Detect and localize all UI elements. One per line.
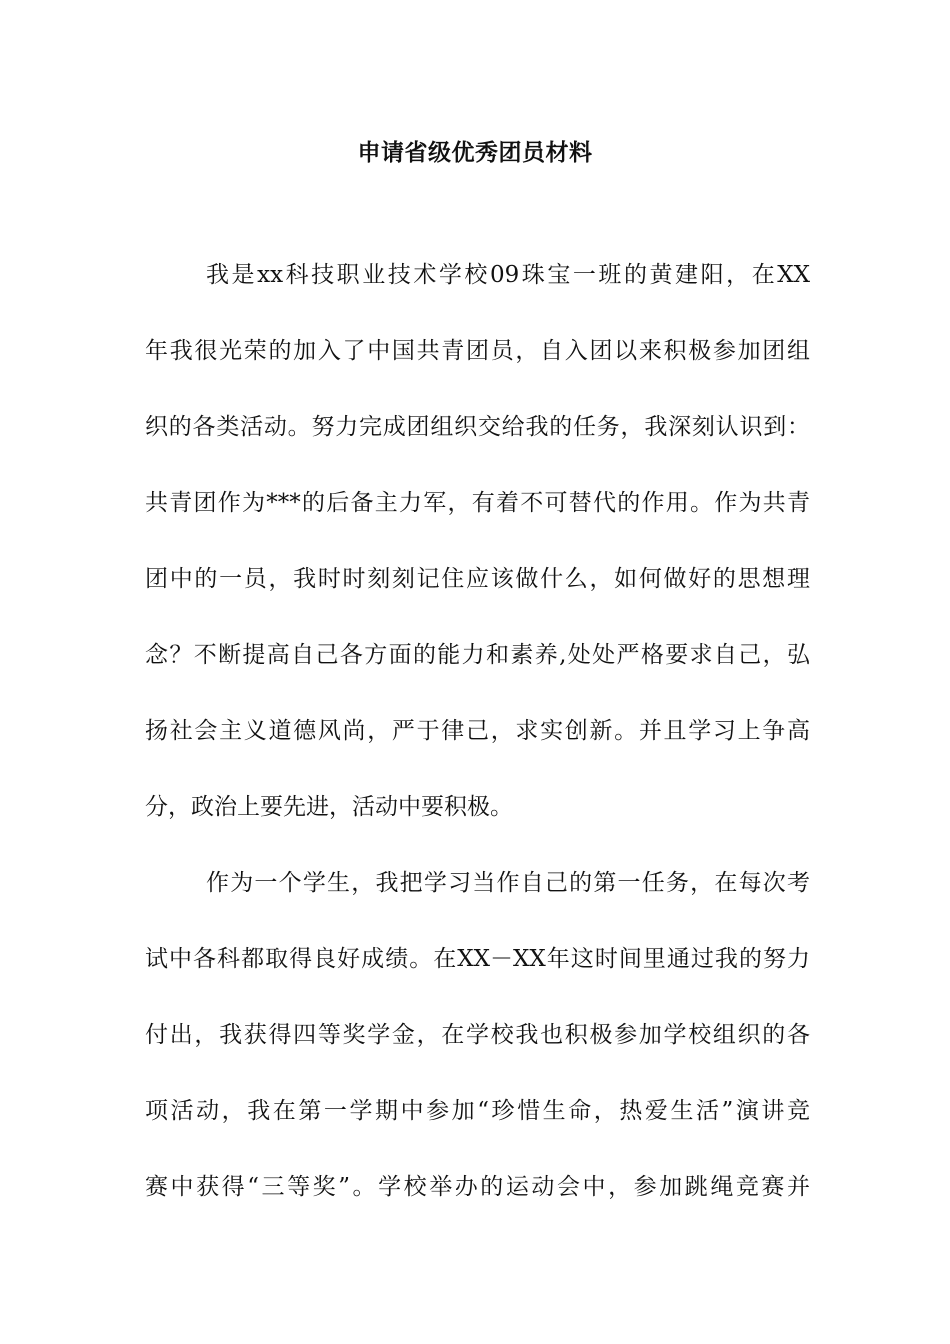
paragraph-1-line: 团中的一员，我时时刻刻记住应该做什么，如何做好的思想理 bbox=[145, 566, 810, 592]
paragraph-2-line: 项活动，我在第一学期中参加“珍惜生命，热爱生活”演讲竞 bbox=[145, 1098, 810, 1124]
paragraph-1-line: 我是xx科技职业技术学校09珠宝一班的黄建阳，在XX bbox=[206, 262, 810, 288]
paragraph-1-line: 扬社会主义道德风尚，严于律己，求实创新。并且学习上争高 bbox=[145, 718, 810, 744]
paragraph-2-line: 试中各科都取得良好成绩。在XX－XX年这时间里通过我的努力 bbox=[145, 946, 810, 972]
paragraph-1-line: 分，政治上要先进，活动中要积极。 bbox=[145, 794, 513, 820]
paragraph-1-line: 念？不断提高自己各方面的能力和素养,处处严格要求自己，弘 bbox=[145, 642, 810, 668]
paragraph-2-line: 付出，我获得四等奖学金，在学校我也积极参加学校组织的各 bbox=[145, 1022, 810, 1048]
paragraph-1-line: 织的各类活动。努力完成团组织交给我的任务，我深刻认识到： bbox=[145, 414, 810, 440]
document-title: 申请省级优秀团员材料 bbox=[357, 140, 593, 166]
paragraph-2-line: 赛中获得“三等奖”。学校举办的运动会中，参加跳绳竞赛并 bbox=[145, 1174, 810, 1200]
paragraph-2-line: 作为一个学生，我把学习当作自己的第一任务，在每次考 bbox=[206, 870, 810, 896]
paragraph-1-line: 共青团作为***的后备主力军，有着不可替代的作用。作为共青 bbox=[145, 490, 810, 516]
paragraph-1-line: 年我很光荣的加入了中国共青团员，自入团以来积极参加团组 bbox=[145, 338, 810, 364]
